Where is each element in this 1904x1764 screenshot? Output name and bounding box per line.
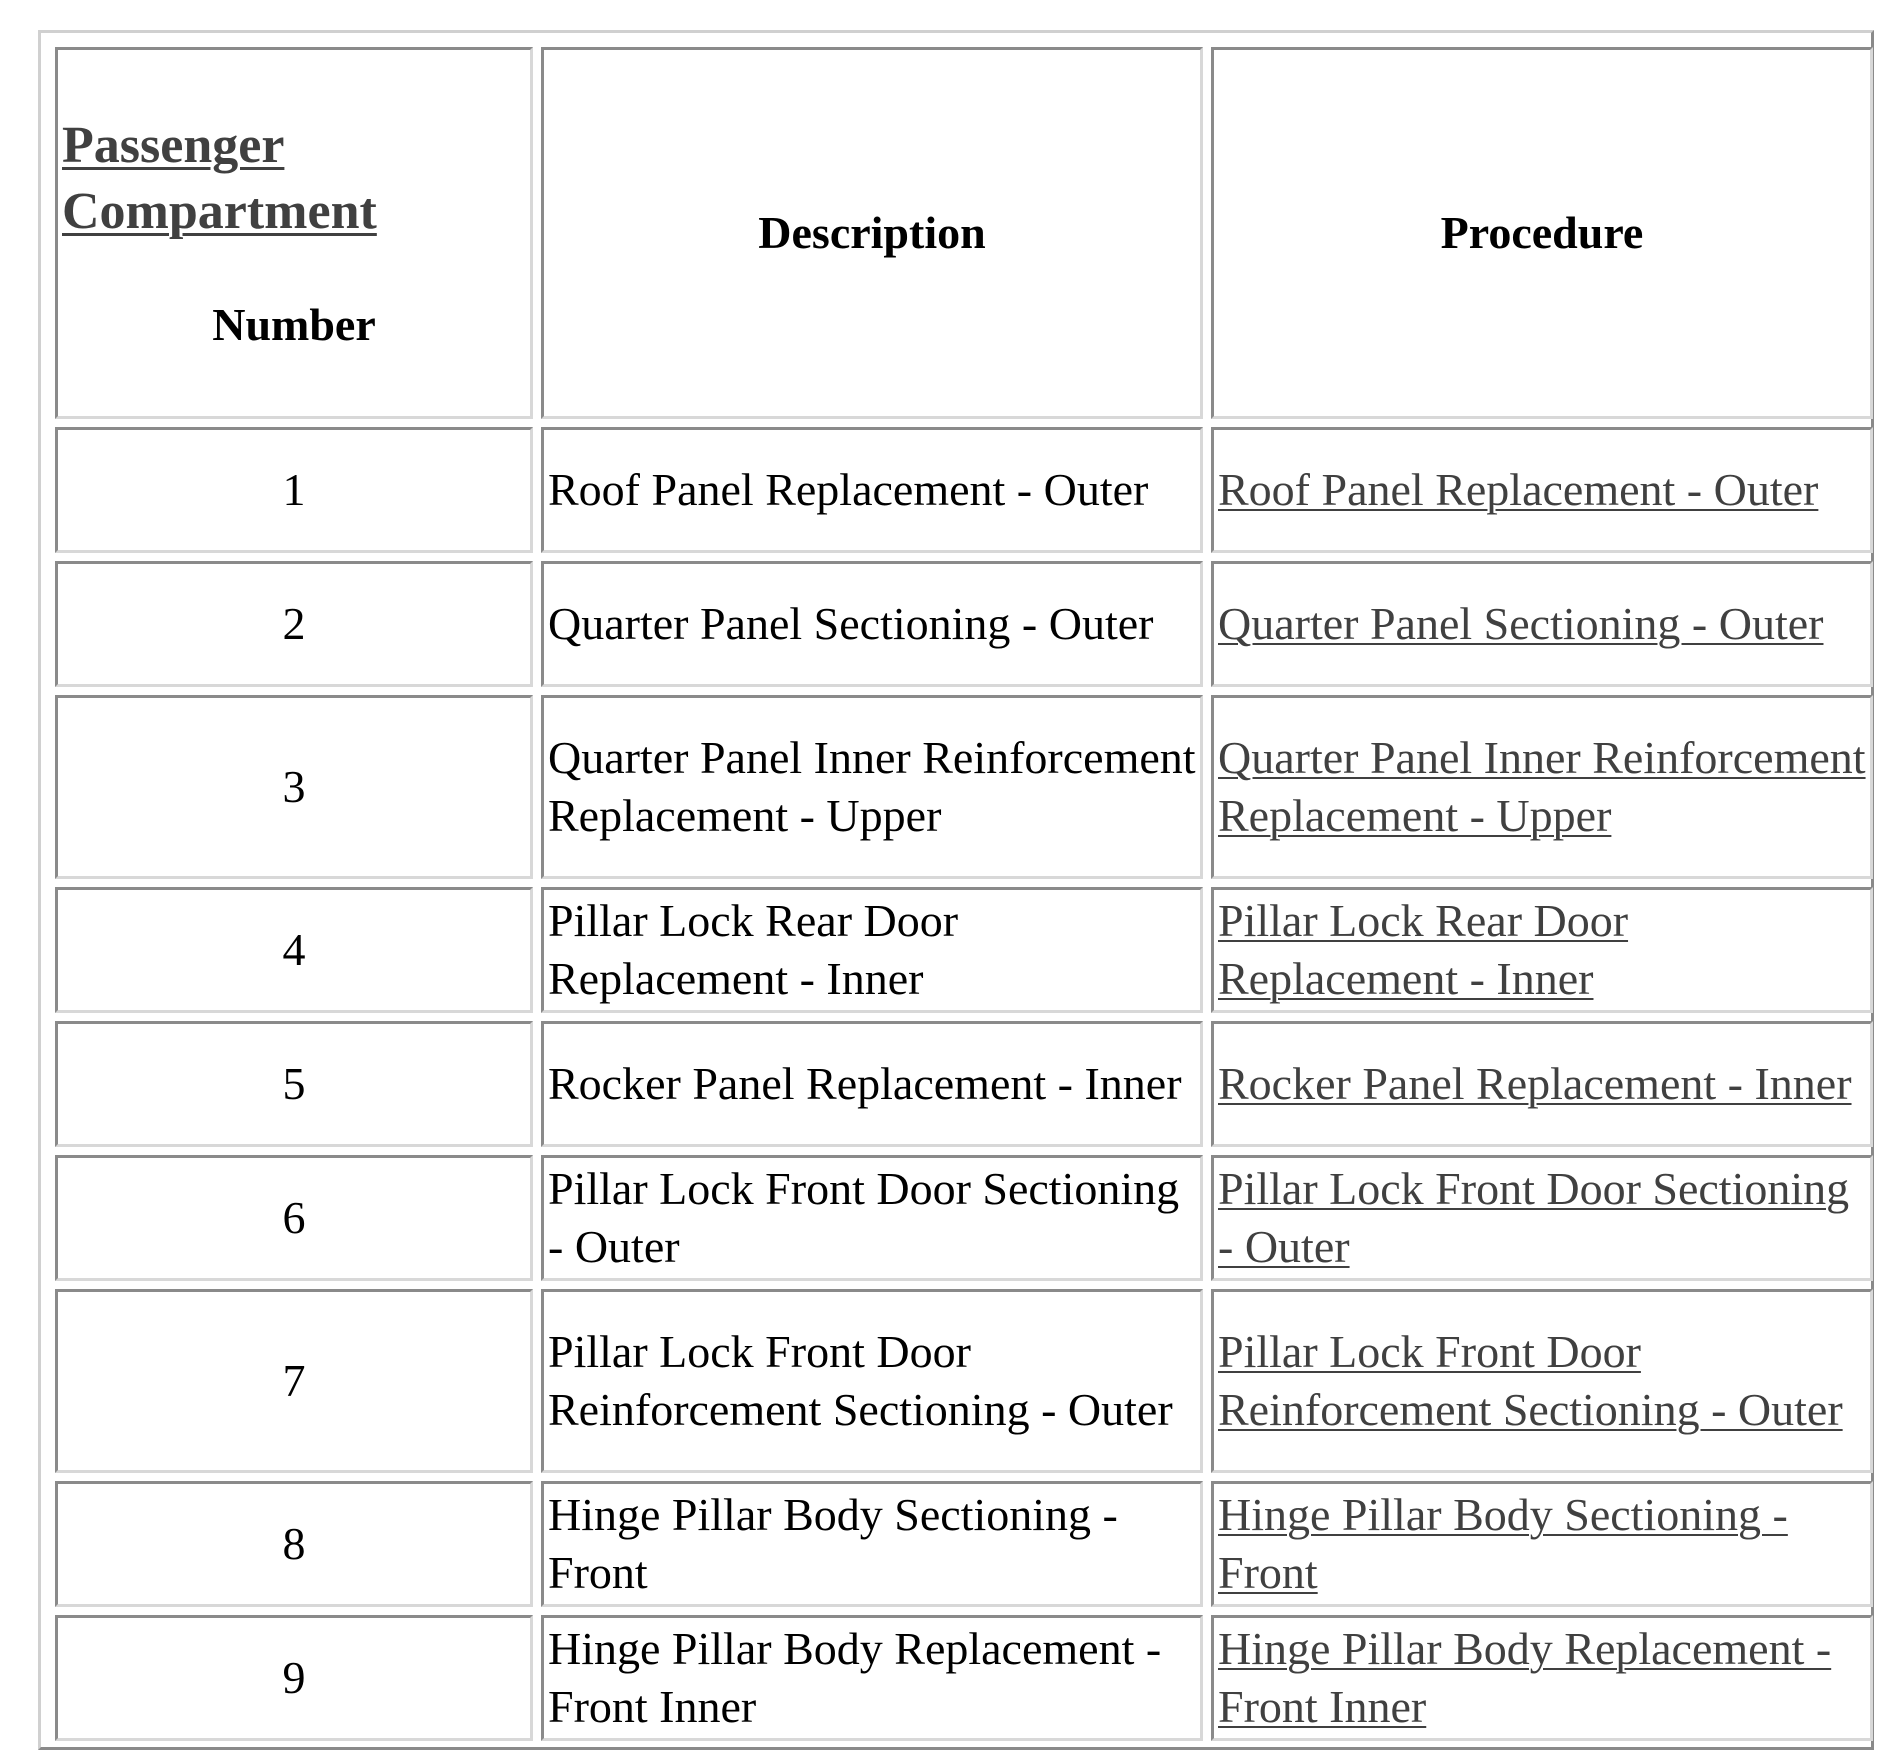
table-row [55,1021,1873,1147]
procedure-link[interactable]: Quarter Panel Sectioning - Outer [1218,598,1824,649]
table-row [55,1155,1873,1281]
row-number: 4 [55,887,533,1013]
row-description: Quarter Panel Inner Reinforcement Replacement - Upper [541,695,1203,879]
table-header-row [55,47,1873,419]
table-row [55,561,1873,687]
row-procedure-cell [1211,1481,1873,1607]
row-description: Pillar Lock Front Door Reinforcement Sectioning - Outer [541,1289,1203,1473]
row-number: 8 [55,1481,533,1607]
number-column-header: Number [212,299,376,350]
description-column-header: Description [541,47,1203,419]
row-procedure-cell [1211,1155,1873,1281]
procedure-link[interactable]: Pillar Lock Rear Door Replacement - Inner [1218,895,1629,1004]
table-row [55,1289,1873,1473]
row-procedure-cell [1211,1021,1873,1147]
procedure-link[interactable]: Hinge Pillar Body Sectioning - Front [1218,1489,1788,1598]
row-description: Pillar Lock Front Door Sectioning - Outer [541,1155,1203,1281]
row-procedure-cell [1211,1615,1873,1741]
table-row [55,1615,1873,1741]
table-row [55,695,1873,879]
row-number: 1 [55,427,533,553]
procedures-table [47,39,1881,1749]
row-procedure-cell [1211,887,1873,1013]
procedure-link[interactable]: Quarter Panel Inner Reinforcement Replacement - Upper [1218,732,1866,841]
passenger-compartment-link[interactable]: Passenger Compartment [62,117,377,240]
procedure-link[interactable]: Rocker Panel Replacement - Inner [1218,1058,1852,1109]
row-number: 9 [55,1615,533,1741]
row-procedure-cell [1211,561,1873,687]
row-procedure-cell [1211,695,1873,879]
row-procedure-cell [1211,427,1873,553]
row-description: Roof Panel Replacement - Outer [541,427,1203,553]
row-description: Hinge Pillar Body Replacement - Front Inner [541,1615,1203,1741]
procedure-link[interactable]: Hinge Pillar Body Replacement - Front Inner [1218,1623,1832,1732]
row-number: 5 [55,1021,533,1147]
header-number-cell [55,47,533,419]
row-description: Pillar Lock Rear Door Replacement - Inner [541,887,1203,1013]
procedure-link[interactable]: Roof Panel Replacement - Outer [1218,464,1819,515]
table-frame [38,30,1874,1750]
row-number: 6 [55,1155,533,1281]
procedure-link[interactable]: Pillar Lock Front Door Reinforcement Sectioning - Outer [1218,1326,1843,1435]
row-description: Hinge Pillar Body Sectioning - Front [541,1481,1203,1607]
procedure-column-header: Procedure [1211,47,1873,419]
row-description: Quarter Panel Sectioning - Outer [541,561,1203,687]
table-row [55,427,1873,553]
procedure-link[interactable]: Pillar Lock Front Door Sectioning - Outer [1218,1163,1850,1272]
row-number: 3 [55,695,533,879]
row-procedure-cell [1211,1289,1873,1473]
row-number: 7 [55,1289,533,1473]
row-description: Rocker Panel Replacement - Inner [541,1021,1203,1147]
row-number: 2 [55,561,533,687]
table-row [55,1481,1873,1607]
table-row [55,887,1873,1013]
